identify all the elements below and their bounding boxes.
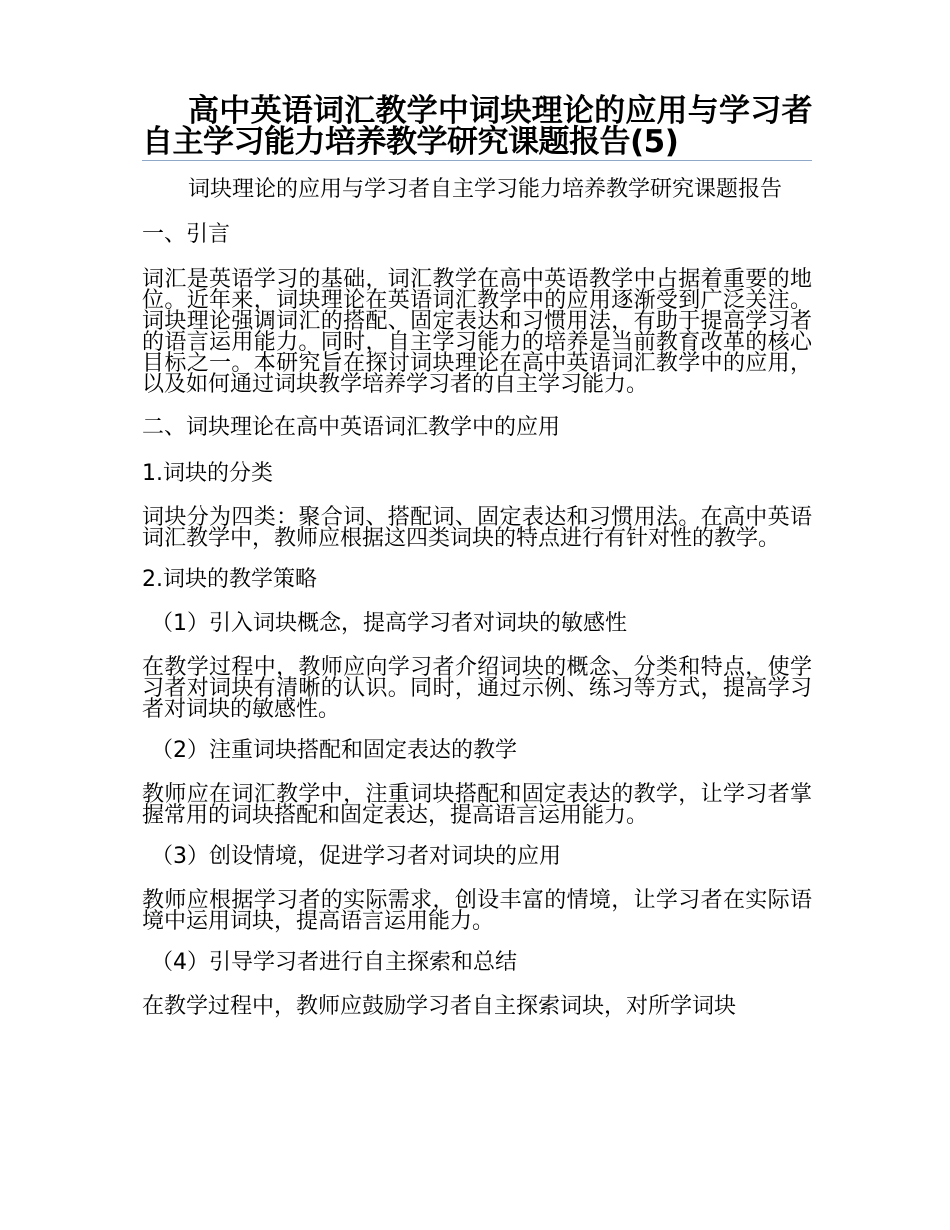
document-subtitle: 词块理论的应用与学习者自主学习能力培养教学研究课题报告 <box>188 177 783 202</box>
introduction-paragraph: 词汇是英语学习的基础，词汇教学在高中英语教学中占据着重要的地位。近年来，词块理论在英语词汇教学中的应用逐渐受到广泛关注。词块理论强调词汇的搭配、固定表达和习惯用法，有助于提高学习者的语言运用能力。同时，自主学习能力的培养是当前教育改革的核心目标之一。本研究旨在探讨词块理论在高中英语词汇教学中的应用，以及如何通过词块教学培养学习者的自主学习能力。 <box>142 267 812 397</box>
section-heading-application: 二、词块理论在高中英语词汇教学中的应用 <box>142 415 561 440</box>
subsection-heading-strategies: 2.词块的教学策略 <box>142 567 317 592</box>
strategy-heading-4: （4）引导学习者进行自主探索和总结 <box>151 950 517 975</box>
strategy-paragraph-1: 在教学过程中，教师应向学习者介绍词块的概念、分类和特点，使学习者对词块有清晰的认识。同时，通过示例、练习等方式，提高学习者对词块的敏感性。 <box>142 655 812 722</box>
strategy-heading-2: （2）注重词块搭配和固定表达的教学 <box>151 738 517 763</box>
strategy-paragraph-4: 在教学过程中，教师应鼓励学习者自主探索词块，对所学词块 <box>142 994 737 1019</box>
strategy-heading-3: （3）创设情境，促进学习者对词块的应用 <box>151 844 561 869</box>
strategy-heading-1: （1）引入词块概念，提高学习者对词块的敏感性 <box>151 611 627 636</box>
subsection-heading-classification: 1.词块的分类 <box>142 461 273 486</box>
strategy-paragraph-3: 教师应根据学习者的实际需求，创设丰富的情境，让学习者在实际语境中运用词块，提高语言运用能力。 <box>142 888 812 934</box>
document-page <box>142 93 812 1019</box>
document-title: 高中英语词汇教学中词块理论的应用与学习者自主学习能力培养教学研究课题报告(5) <box>142 93 812 160</box>
classification-paragraph: 词块分为四类：聚合词、搭配词、固定表达和习惯用法。在高中英语词汇教学中，教师应根据这四类词块的特点进行有针对性的教学。 <box>142 505 812 551</box>
section-heading-introduction: 一、引言 <box>142 222 231 247</box>
strategy-paragraph-2: 教师应在词汇教学中，注重词块搭配和固定表达的教学，让学习者掌握常用的词块搭配和固定表达，提高语言运用能力。 <box>142 782 812 828</box>
